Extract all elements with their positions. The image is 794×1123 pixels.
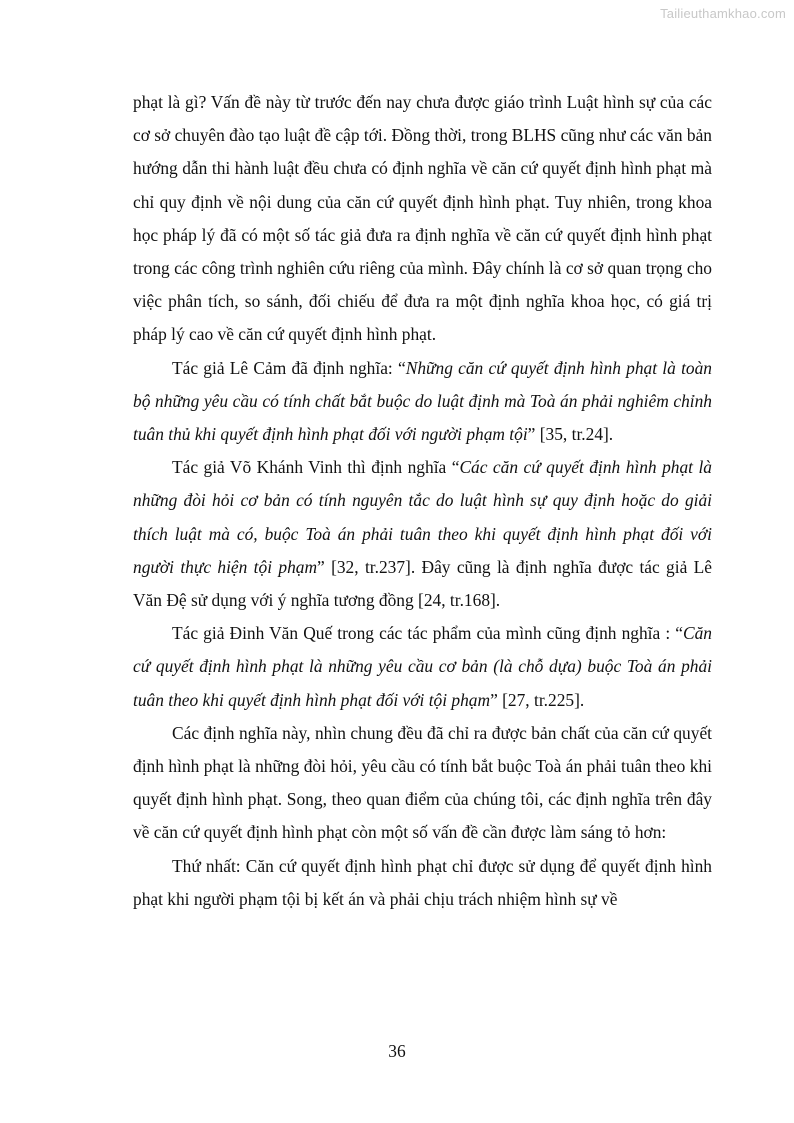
paragraph-first-point: Thứ nhất: Căn cứ quyết định hình phạt chỉ được sử dụng để quyết định hình phạt khi người phạm tội bị kết án và phải chịu trách nhiệm hình sự về: [133, 855, 712, 909]
citation: ” [35, tr.24].: [527, 424, 614, 445]
paragraph-analysis: Các định nghĩa này, nhìn chung đều đã chỉ ra được bản chất của căn cứ quyết định hình phạt là những đòi hỏi, yêu cầu có tính bắt buộc Toà án phải tuân theo khi quyết định hình phạt. Song, theo quan điểm của chúng tôi, các định nghĩa trên đây về căn cứ quyết định hình phạt còn một số vấn đề cần được làm sáng tỏ hơn:: [133, 722, 712, 843]
paragraph-vo-khanh-vinh-definition: [133, 451, 712, 617]
page-number: 36: [388, 1041, 406, 1061]
quoted-definition: Căn cứ quyết định hình phạt là những yêu cầu cơ bản (là chỗ dựa) buộc Toà án phải tuân theo khi quyết định hình phạt đối với tội phạm: [133, 623, 712, 710]
quoted-definition: Các căn cứ quyết định hình phạt là những đòi hỏi cơ bản có tính nguyên tắc do luật hình sự quy định hoặc do giải thích luật mà có, buộc Toà án phải tuân theo khi quyết định hình phạt đối với người thực hiện tội phạm: [133, 457, 712, 577]
paragraph-le-cam-definition: [133, 352, 712, 452]
citation: ” [32, tr.237]. Đây cũng là định nghĩa được tác giả Lê Văn Đệ sử dụng với ý nghĩa tương đồng [24, tr.168].: [133, 556, 712, 611]
quoted-definition: Những căn cứ quyết định hình phạt là toàn bộ những yêu cầu có tính chất bắt buộc do luật định mà Toà án phải nghiêm chỉnh tuân thủ khi quyết định hình phạt đối với người phạm tội: [133, 357, 712, 445]
paragraph-dinh-van-que-definition: [133, 617, 712, 717]
paragraph-lead: Tác giả Võ Khánh Vinh thì định nghĩa “: [172, 457, 460, 478]
document-body: [133, 86, 712, 916]
paragraph-lead: Tác giả Đinh Văn Quế trong các tác phẩm của mình cũng định nghĩa : “: [172, 623, 683, 644]
watermark: Tailieuthamkhao.com: [660, 6, 786, 21]
paragraph-lead: Tác giả Lê Cảm đã định nghĩa: “: [172, 357, 406, 378]
citation: ” [27, tr.225].: [490, 689, 585, 710]
paragraph-continuation: phạt là gì? Vấn đề này từ trước đến nay chưa được giáo trình Luật hình sự của các cơ sở chuyên đào tạo luật đề cập tới. Đồng thời, trong BLHS cũng như các văn bản hướng dẫn thi hành luật đều chưa có định nghĩa về căn cứ quyết định hình phạt mà chỉ quy định về nội dung của căn cứ quyết định hình phạt. Tuy nhiên, trong khoa học pháp lý đã có một số tác giả đưa ra định nghĩa về căn cứ quyết định hình phạt trong các công trình nghiên cứu riêng của mình. Đây chính là cơ sở quan trọng cho việc phân tích, so sánh, đối chiếu để đưa ra một định nghĩa khoa học, có giá trị pháp lý cao về căn cứ quyết định hình phạt.: [133, 92, 712, 345]
